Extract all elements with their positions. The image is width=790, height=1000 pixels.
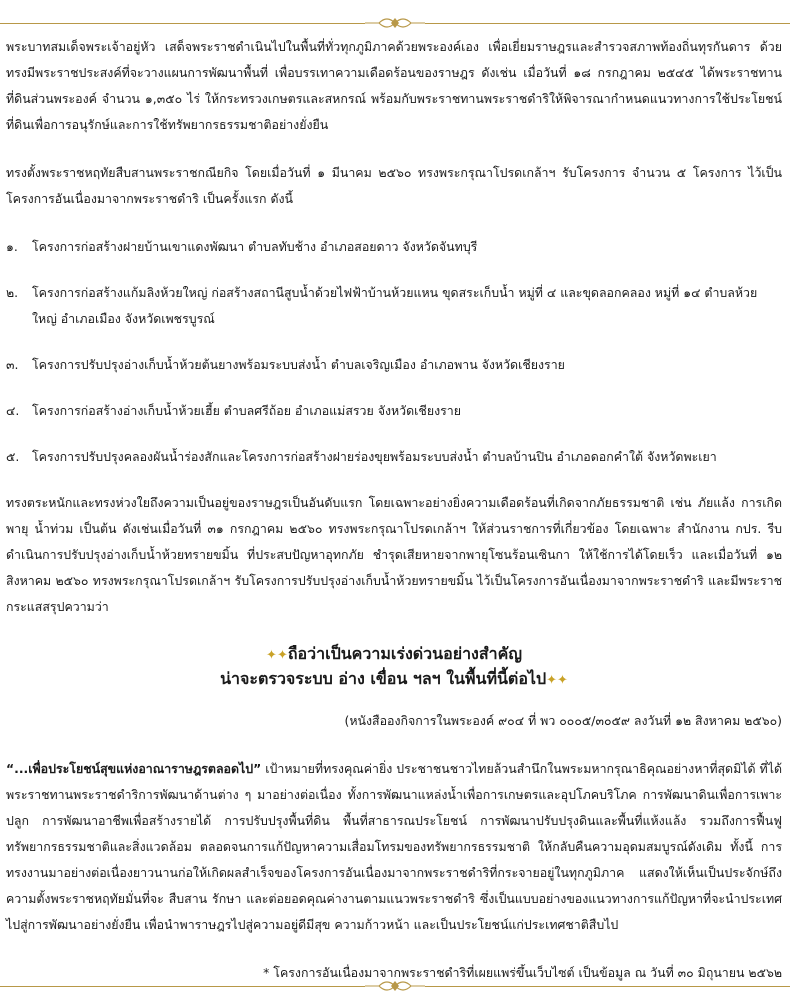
project-item-1 <box>6 234 782 260</box>
project-number: ๓. <box>6 357 19 372</box>
top-rule-left <box>0 23 365 24</box>
top-rule-right <box>425 23 790 24</box>
concern-paragraph: ทรงตระหนักและทรงห่วงใยถึงความเป็นอยู่ของราษฎรเป็นอันดับแรก โดยเฉพาะอย่างยิ่งความเดือดร้อนที่เกิดจากภัยธรรมชาติ เช่น ภัยแล้ง การเกิดพายุ น้ำท่วม เป็นต้น ดังเช่นเมื่อวันที่ ๓๑ กรกฎาคม ๒๕๖๐ ทรงพระกรุณาโปรดเกล้าฯ ให้ส่วนราชการที่เกี่ยวข้อง โดยเฉพาะ สำนักงาน กปร. รีบดำเนินการปรับปรุงอ่างเก็บน้ำห้วยทรายขมิ้น ที่ประสบปัญหาอุทกภัย ชำรุดเสียหายจากพายุโซนร้อนเซินกา ให้ใช้การได้โดยเร็ว และเมื่อวันที่ ๑๒ สิงหาคม ๒๕๖๐ ทรงพระกรุณาโปรดเกล้าฯ รับโครงการปรับปรุงอ่างเก็บน้ำห้วยทรายขมิ้น ไว้เป็นโครงการอันเนื่องมาจากพระราชดำริ และมีพระราชกระแสสรุปความว่า <box>6 495 782 614</box>
sparkle-icon: ✦✦ <box>266 648 288 663</box>
royal-quote <box>6 642 782 692</box>
project-item-2 <box>6 280 782 332</box>
bottom-ornamental-rule <box>0 986 790 988</box>
reference-citation: (หนังสือองกิจการในพระองค์ ๙๐๔ ที่ พว ๐๐๐๕/๓๐๕๙ ลงวันที่ ๑๒ สิงหาคม ๒๕๖๐) <box>344 713 782 728</box>
project-list <box>6 234 782 470</box>
closing-paragraph <box>6 756 782 938</box>
project-item-3 <box>6 352 782 378</box>
footnote: * โครงการอันเนื่องมาจากพระราชดำริที่เผยแพร่ขึ้นเว็บไซต์ เป็นข้อมูล ณ วันที่ ๓๐ มิถุนายน ๒๕๖๒ <box>263 965 782 980</box>
sparkle-icon: ✦✦ <box>546 673 568 688</box>
project-text: โครงการก่อสร้างแก้มลิงห้วยใหญ่ ก่อสร้างสถานีสูบน้ำด้วยไฟฟ้าบ้านห้วยแหน ขุดสระเก็บน้ำ หมู่ที่ ๔ และขุดลอกคลอง หมู่ที่ ๑๔ ตำบลห้วยใหญ่ อำเภอเมือง จังหวัดเพชรบูรณ์ <box>32 285 758 326</box>
document-body <box>6 34 782 986</box>
project-text: โครงการก่อสร้างอ่างเก็บน้ำห้วยเฮี้ย ตำบลศรีถ้อย อำเภอแม่สรวย จังหวัดเชียงราย <box>32 403 462 418</box>
bottom-rule-right <box>425 986 790 987</box>
project-number: ๔. <box>6 403 20 418</box>
closing-text: เป้าหมายที่ทรงคุณค่ายิ่ง ประชาชนชาวไทยล้วนสำนึกในพระมหากรุณาธิคุณอย่างหาที่สุดมิได้ ที่ได้พระราชทานพระราชดำริการพัฒนาด้านต่าง ๆ มาอย่างต่อเนื่อง ทั้งการพัฒนาแหล่งน้ำเพื่อการเกษตรและอุปโภคบริโภค การพัฒนาดินเพื่อการเพาะปลูก การพัฒนาอาชีพเพื่อสร้างรายได้ การปรับปรุงพื้นที่ดิน พื้นที่สาธารณประโยชน์ การพัฒนาปรับปรุงดินและพื้นที่แห้งแล้ง รวมถึงการฟื้นฟูทรัพยากรธรรมชาติและสิ่งแวดล้อม ตลอดจนการแก้ปัญหาความเสื่อมโทรมของทรัพยากรธรรมชาติ ให้กลับคืนความอุดมสมบูรณ์ดังเดิม ทั้งนี้ การทรงงานมาอย่างต่อเนื่องยาวนานก่อให้เกิดผลสำเร็จของโครงการอันเนื่องมาจากพระราชดำริที่กระจายอยู่ในทุกภูมิภาค แสดงให้เห็นเป็นประจักษ์ถึงความตั้งพระราชหฤทัยมั่นที่จะ สืบสาน รักษา และต่อยอดคุณค่างานตามแนวพระราชดำริ ซึ่งเป็นแบบอย่างของแนวทางการแก้ปัญหาที่จะนำประเทศไปสู่การพัฒนาอย่างยั่งยืน เพื่อนำพาราษฎรไปสู่ความอยู่ดีมีสุข ความก้าวหน้า และเป็นประโยชน์แก่ประเทศชาติสืบไป <box>6 761 782 932</box>
intro-paragraph: พระบาทสมเด็จพระเจ้าอยู่หัว เสด็จพระราชดำเนินไปในพื้นที่ทั่วทุกภูมิภาคด้วยพระองค์เอง เพื่อเยี่ยมราษฎรและสำรวจสภาพท้องถิ่นทุรกันดาร ด้วยทรงมีพระราชประสงค์ที่จะวางแผนการพัฒนาพื้นที่ เพื่อบรรเทาความเดือดร้อนของราษฎร ดังเช่น เมื่อวันที่ ๑๘ กรกฎาคม ๒๕๔๕ ได้พระราชทานที่ดินส่วนพระองค์ จำนวน ๑,๓๕๐ ไร่ ให้กระทรวงเกษตรและสหกรณ์ พร้อมกับพระราชทานพระราชดำริให้พิจารณากำหนดแนวทางการใช้ประโยชน์ที่ดินเพื่อการอนุรักษ์และการใช้ทรัพยากรธรรมชาติอย่างยั่งยืน <box>6 39 782 132</box>
bottom-rule-left <box>0 986 365 987</box>
project-number: ๑. <box>6 239 18 254</box>
project-text: โครงการปรับปรุงอ่างเก็บน้ำห้วยต้นยางพร้อมระบบส่งน้ำ ตำบลเจริญเมือง อำเภอพาน จังหวัดเชียงราย <box>32 357 565 372</box>
quote-line-1 <box>6 642 782 667</box>
projects-intro-paragraph: ทรงตั้งพระราชหฤทัยสืบสานพระราชกณียกิจ โดยเมื่อวันที่ ๑ มีนาคม ๒๕๖๐ ทรงพระกรุณาโปรดเกล้าฯ รับโครงการ จำนวน ๕ โครงการ ไว้เป็นโครงการอันเนื่องมาจากพระราชดำริ เป็นครั้งแรก ดังนี้ <box>6 165 782 206</box>
quote-line-2 <box>6 667 782 692</box>
project-number: ๕. <box>6 449 20 464</box>
closing-lead-quote: “...เพื่อประโยชน์สุขแห่งอาณาราษฎรตลอดไป” <box>6 761 262 776</box>
project-item-4 <box>6 398 782 424</box>
quote-line-1-text: ถือว่าเป็นความเร่งด่วนอย่างสำคัญ <box>287 644 522 663</box>
quote-line-2-text: น่าจะตรวจระบบ อ่าง เขื่อน ฯลฯ ในพื้นที่นี้ต่อไป <box>220 669 547 688</box>
top-ornamental-rule <box>0 23 790 25</box>
project-number: ๒. <box>6 285 19 300</box>
project-text: โครงการปรับปรุงคลองผันน้ำร่องสักและโครงการก่อสร้างฝายร่องขุยพร้อมระบบส่งน้ำ ตำบลบ้านปิน อำเภอดอกคำใต้ จังหวัดพะเยา <box>32 449 717 464</box>
project-item-5 <box>6 444 782 470</box>
top-ornament-icon <box>365 14 425 32</box>
project-text: โครงการก่อสร้างฝายบ้านเขาแดงพัฒนา ตำบลทับช้าง อำเภอสอยดาว จังหวัดจันทบุรี <box>32 239 478 254</box>
bottom-ornament-icon <box>365 977 425 995</box>
